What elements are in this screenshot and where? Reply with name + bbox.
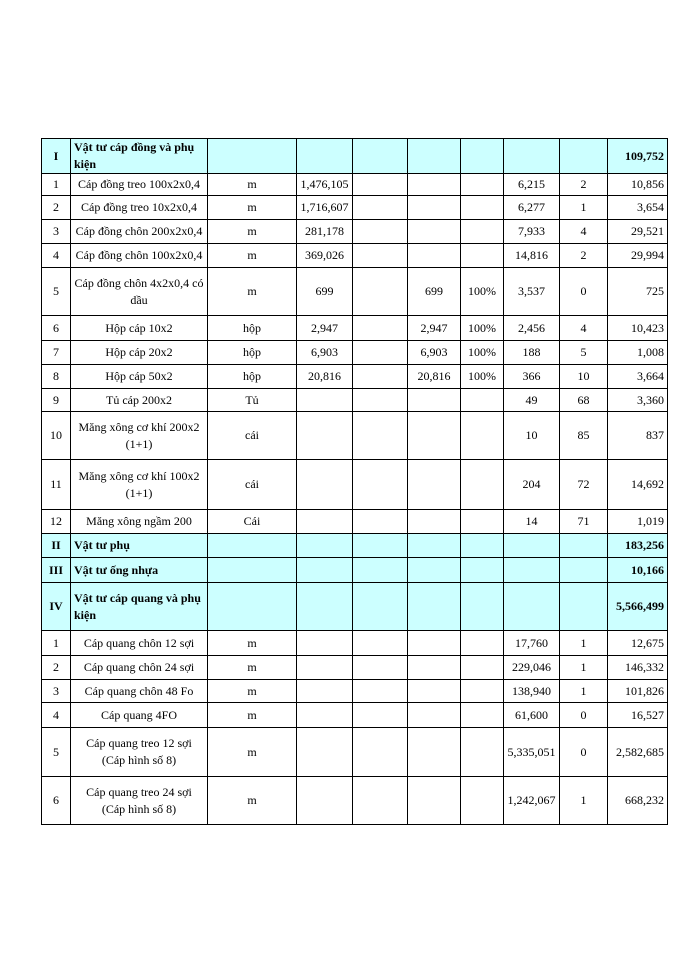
price-cell: 5,335,051 <box>504 728 560 777</box>
percent-cell <box>461 196 504 220</box>
total-cell: 101,826 <box>608 680 668 703</box>
price-cell: 10 <box>504 412 560 460</box>
unit-cell: m <box>208 680 297 703</box>
table-row <box>42 365 668 389</box>
price-cell: 1,242,067 <box>504 777 560 825</box>
total-cell: 1,019 <box>608 510 668 534</box>
quantity-cell <box>297 656 353 680</box>
value-cell <box>353 680 408 703</box>
count-cell: 4 <box>560 220 608 244</box>
total-cell: 2,582,685 <box>608 728 668 777</box>
empty-cell <box>297 534 353 558</box>
quantity-cell: 2,947 <box>297 316 353 341</box>
item-name-cell: Tủ cáp 200x2 <box>71 389 208 412</box>
section-name-cell: Vật tư cáp đồng và phụ kiện <box>71 139 208 174</box>
total-cell: 10,856 <box>608 174 668 196</box>
empty-cell <box>408 558 461 583</box>
value-cell <box>353 365 408 389</box>
quantity-cell <box>297 777 353 825</box>
section-name-cell: Vật tư phụ <box>71 534 208 558</box>
unit-cell: hộp <box>208 341 297 365</box>
percent-cell <box>461 174 504 196</box>
stt-cell: 4 <box>42 703 71 728</box>
section-row <box>42 534 668 558</box>
unit-cell: m <box>208 268 297 316</box>
table-row <box>42 316 668 341</box>
quantity-cell <box>297 510 353 534</box>
item-name-cell: Cáp quang treo 12 sợi (Cáp hình số 8) <box>71 728 208 777</box>
table-row <box>42 777 668 825</box>
empty-cell <box>560 534 608 558</box>
percent-cell <box>461 412 504 460</box>
empty-cell <box>560 558 608 583</box>
quantity-cell <box>297 703 353 728</box>
total-cell: 12,675 <box>608 631 668 656</box>
item-name-cell: Hộp cáp 50x2 <box>71 365 208 389</box>
empty-cell <box>408 139 461 174</box>
percent-cell <box>461 389 504 412</box>
value-cell <box>408 631 461 656</box>
item-name-cell: Măng xông ngầm 200 <box>71 510 208 534</box>
empty-cell <box>461 583 504 631</box>
section-name-cell: Vật tư ống nhựa <box>71 558 208 583</box>
item-name-cell: Cáp quang chôn 24 sợi <box>71 656 208 680</box>
item-name-cell: Măng xông cơ khí 100x2 (1+1) <box>71 460 208 510</box>
count-cell: 68 <box>560 389 608 412</box>
table-row <box>42 268 668 316</box>
percent-cell <box>461 510 504 534</box>
empty-cell <box>504 534 560 558</box>
value-cell <box>353 316 408 341</box>
price-cell: 6,277 <box>504 196 560 220</box>
value-cell <box>353 460 408 510</box>
table-row <box>42 460 668 510</box>
value-cell <box>408 680 461 703</box>
percent-cell: 100% <box>461 316 504 341</box>
empty-cell <box>461 139 504 174</box>
item-name-cell: Cáp quang 4FO <box>71 703 208 728</box>
percent-cell: 100% <box>461 365 504 389</box>
quantity-cell: 6,903 <box>297 341 353 365</box>
total-cell: 10,166 <box>608 558 668 583</box>
unit-cell: Cái <box>208 510 297 534</box>
empty-cell <box>297 558 353 583</box>
total-cell: 10,423 <box>608 316 668 341</box>
item-name-cell: Cáp đồng chôn 100x2x0,4 <box>71 244 208 268</box>
item-name-cell: Cáp quang chôn 12 sợi <box>71 631 208 656</box>
table-row <box>42 631 668 656</box>
table-row <box>42 510 668 534</box>
count-cell: 85 <box>560 412 608 460</box>
value-cell: 20,816 <box>408 365 461 389</box>
empty-cell <box>408 583 461 631</box>
value-cell <box>408 777 461 825</box>
empty-cell <box>208 558 297 583</box>
total-cell: 3,654 <box>608 196 668 220</box>
empty-cell <box>504 139 560 174</box>
stt-cell: 9 <box>42 389 71 412</box>
value-cell <box>408 220 461 244</box>
stt-cell: 1 <box>42 174 71 196</box>
count-cell: 2 <box>560 244 608 268</box>
section-name-cell: Vật tư cáp quang và phụ kiện <box>71 583 208 631</box>
percent-cell <box>461 680 504 703</box>
value-cell <box>408 389 461 412</box>
quantity-cell: 1,716,607 <box>297 196 353 220</box>
empty-cell <box>504 583 560 631</box>
empty-cell <box>408 534 461 558</box>
unit-cell: cái <box>208 412 297 460</box>
stt-cell: 7 <box>42 341 71 365</box>
empty-cell <box>208 534 297 558</box>
item-name-cell: Măng xông cơ khí 200x2 (1+1) <box>71 412 208 460</box>
stt-cell: 3 <box>42 220 71 244</box>
price-cell: 138,940 <box>504 680 560 703</box>
value-cell <box>408 703 461 728</box>
total-cell: 3,360 <box>608 389 668 412</box>
stt-cell: 6 <box>42 777 71 825</box>
unit-cell: m <box>208 728 297 777</box>
value-cell <box>353 412 408 460</box>
stt-cell: 5 <box>42 728 71 777</box>
percent-cell <box>461 656 504 680</box>
unit-cell: m <box>208 777 297 825</box>
item-name-cell: Cáp đồng treo 10x2x0,4 <box>71 196 208 220</box>
total-cell: 5,566,499 <box>608 583 668 631</box>
total-cell: 29,994 <box>608 244 668 268</box>
unit-cell: m <box>208 631 297 656</box>
total-cell: 146,332 <box>608 656 668 680</box>
percent-cell <box>461 728 504 777</box>
unit-cell: m <box>208 196 297 220</box>
table-row <box>42 244 668 268</box>
section-number-cell: III <box>42 558 71 583</box>
quantity-cell: 1,476,105 <box>297 174 353 196</box>
section-row <box>42 583 668 631</box>
total-cell: 837 <box>608 412 668 460</box>
item-name-cell: Cáp quang treo 24 sợi (Cáp hình số 8) <box>71 777 208 825</box>
empty-cell <box>297 583 353 631</box>
count-cell: 4 <box>560 316 608 341</box>
section-number-cell: II <box>42 534 71 558</box>
stt-cell: 6 <box>42 316 71 341</box>
table-row <box>42 174 668 196</box>
count-cell: 0 <box>560 703 608 728</box>
unit-cell: m <box>208 220 297 244</box>
value-cell <box>353 703 408 728</box>
quantity-cell <box>297 680 353 703</box>
price-cell: 366 <box>504 365 560 389</box>
quantity-cell <box>297 728 353 777</box>
value-cell <box>408 196 461 220</box>
unit-cell: m <box>208 656 297 680</box>
unit-cell: Tủ <box>208 389 297 412</box>
value-cell <box>408 412 461 460</box>
price-cell: 14 <box>504 510 560 534</box>
stt-cell: 5 <box>42 268 71 316</box>
quantity-cell: 20,816 <box>297 365 353 389</box>
percent-cell <box>461 703 504 728</box>
price-cell: 229,046 <box>504 656 560 680</box>
item-name-cell: Cáp quang chôn 48 Fo <box>71 680 208 703</box>
stt-cell: 10 <box>42 412 71 460</box>
table-row <box>42 703 668 728</box>
value-cell <box>408 174 461 196</box>
count-cell: 0 <box>560 268 608 316</box>
empty-cell <box>560 139 608 174</box>
percent-cell <box>461 460 504 510</box>
stt-cell: 8 <box>42 365 71 389</box>
percent-cell <box>461 220 504 244</box>
total-cell: 3,664 <box>608 365 668 389</box>
table-row <box>42 728 668 777</box>
total-cell: 14,692 <box>608 460 668 510</box>
unit-cell: m <box>208 174 297 196</box>
value-cell <box>408 728 461 777</box>
empty-cell <box>353 139 408 174</box>
value-cell: 699 <box>408 268 461 316</box>
value-cell <box>353 777 408 825</box>
count-cell: 5 <box>560 341 608 365</box>
unit-cell: cái <box>208 460 297 510</box>
value-cell <box>408 510 461 534</box>
item-name-cell: Cáp đồng chôn 4x2x0,4 có dầu <box>71 268 208 316</box>
quantity-cell <box>297 389 353 412</box>
total-cell: 29,521 <box>608 220 668 244</box>
quantity-cell <box>297 631 353 656</box>
value-cell <box>353 728 408 777</box>
empty-cell <box>353 558 408 583</box>
total-cell: 725 <box>608 268 668 316</box>
empty-cell <box>353 534 408 558</box>
section-row <box>42 139 668 174</box>
count-cell: 1 <box>560 680 608 703</box>
value-cell <box>353 341 408 365</box>
value-cell <box>353 389 408 412</box>
item-name-cell: Cáp đồng treo 100x2x0,4 <box>71 174 208 196</box>
value-cell <box>353 220 408 244</box>
value-cell <box>408 244 461 268</box>
item-name-cell: Cáp đồng chôn 200x2x0,4 <box>71 220 208 244</box>
material-table <box>41 138 668 825</box>
count-cell: 1 <box>560 656 608 680</box>
total-cell: 668,232 <box>608 777 668 825</box>
section-row <box>42 558 668 583</box>
price-cell: 14,816 <box>504 244 560 268</box>
value-cell: 6,903 <box>408 341 461 365</box>
stt-cell: 2 <box>42 196 71 220</box>
table-row <box>42 341 668 365</box>
price-cell: 17,760 <box>504 631 560 656</box>
empty-cell <box>461 534 504 558</box>
quantity-cell: 369,026 <box>297 244 353 268</box>
percent-cell <box>461 631 504 656</box>
value-cell <box>408 656 461 680</box>
count-cell: 0 <box>560 728 608 777</box>
count-cell: 10 <box>560 365 608 389</box>
price-cell: 6,215 <box>504 174 560 196</box>
percent-cell: 100% <box>461 268 504 316</box>
stt-cell: 1 <box>42 631 71 656</box>
stt-cell: 2 <box>42 656 71 680</box>
value-cell <box>353 196 408 220</box>
table-row <box>42 412 668 460</box>
item-name-cell: Hộp cáp 10x2 <box>71 316 208 341</box>
quantity-cell <box>297 412 353 460</box>
percent-cell <box>461 244 504 268</box>
unit-cell: hộp <box>208 365 297 389</box>
empty-cell <box>504 558 560 583</box>
section-number-cell: IV <box>42 583 71 631</box>
count-cell: 72 <box>560 460 608 510</box>
total-cell: 1,008 <box>608 341 668 365</box>
empty-cell <box>297 139 353 174</box>
percent-cell: 100% <box>461 341 504 365</box>
stt-cell: 4 <box>42 244 71 268</box>
price-cell: 2,456 <box>504 316 560 341</box>
count-cell: 1 <box>560 631 608 656</box>
value-cell <box>353 631 408 656</box>
quantity-cell: 281,178 <box>297 220 353 244</box>
count-cell: 71 <box>560 510 608 534</box>
stt-cell: 12 <box>42 510 71 534</box>
table-row <box>42 220 668 244</box>
section-number-cell: I <box>42 139 71 174</box>
unit-cell: m <box>208 244 297 268</box>
total-cell: 109,752 <box>608 139 668 174</box>
value-cell <box>353 244 408 268</box>
unit-cell: hộp <box>208 316 297 341</box>
table-row <box>42 656 668 680</box>
value-cell <box>408 460 461 510</box>
stt-cell: 3 <box>42 680 71 703</box>
value-cell: 2,947 <box>408 316 461 341</box>
empty-cell <box>208 139 297 174</box>
price-cell: 61,600 <box>504 703 560 728</box>
price-cell: 3,537 <box>504 268 560 316</box>
price-cell: 204 <box>504 460 560 510</box>
quantity-cell <box>297 460 353 510</box>
table-row <box>42 196 668 220</box>
empty-cell <box>208 583 297 631</box>
price-cell: 188 <box>504 341 560 365</box>
price-cell: 7,933 <box>504 220 560 244</box>
value-cell <box>353 510 408 534</box>
unit-cell: m <box>208 703 297 728</box>
value-cell <box>353 268 408 316</box>
total-cell: 183,256 <box>608 534 668 558</box>
value-cell <box>353 174 408 196</box>
empty-cell <box>461 558 504 583</box>
quantity-cell: 699 <box>297 268 353 316</box>
value-cell <box>353 656 408 680</box>
total-cell: 16,527 <box>608 703 668 728</box>
table-row <box>42 389 668 412</box>
count-cell: 1 <box>560 777 608 825</box>
count-cell: 1 <box>560 196 608 220</box>
empty-cell <box>560 583 608 631</box>
price-cell: 49 <box>504 389 560 412</box>
percent-cell <box>461 777 504 825</box>
table-row <box>42 680 668 703</box>
item-name-cell: Hộp cáp 20x2 <box>71 341 208 365</box>
empty-cell <box>353 583 408 631</box>
stt-cell: 11 <box>42 460 71 510</box>
count-cell: 2 <box>560 174 608 196</box>
